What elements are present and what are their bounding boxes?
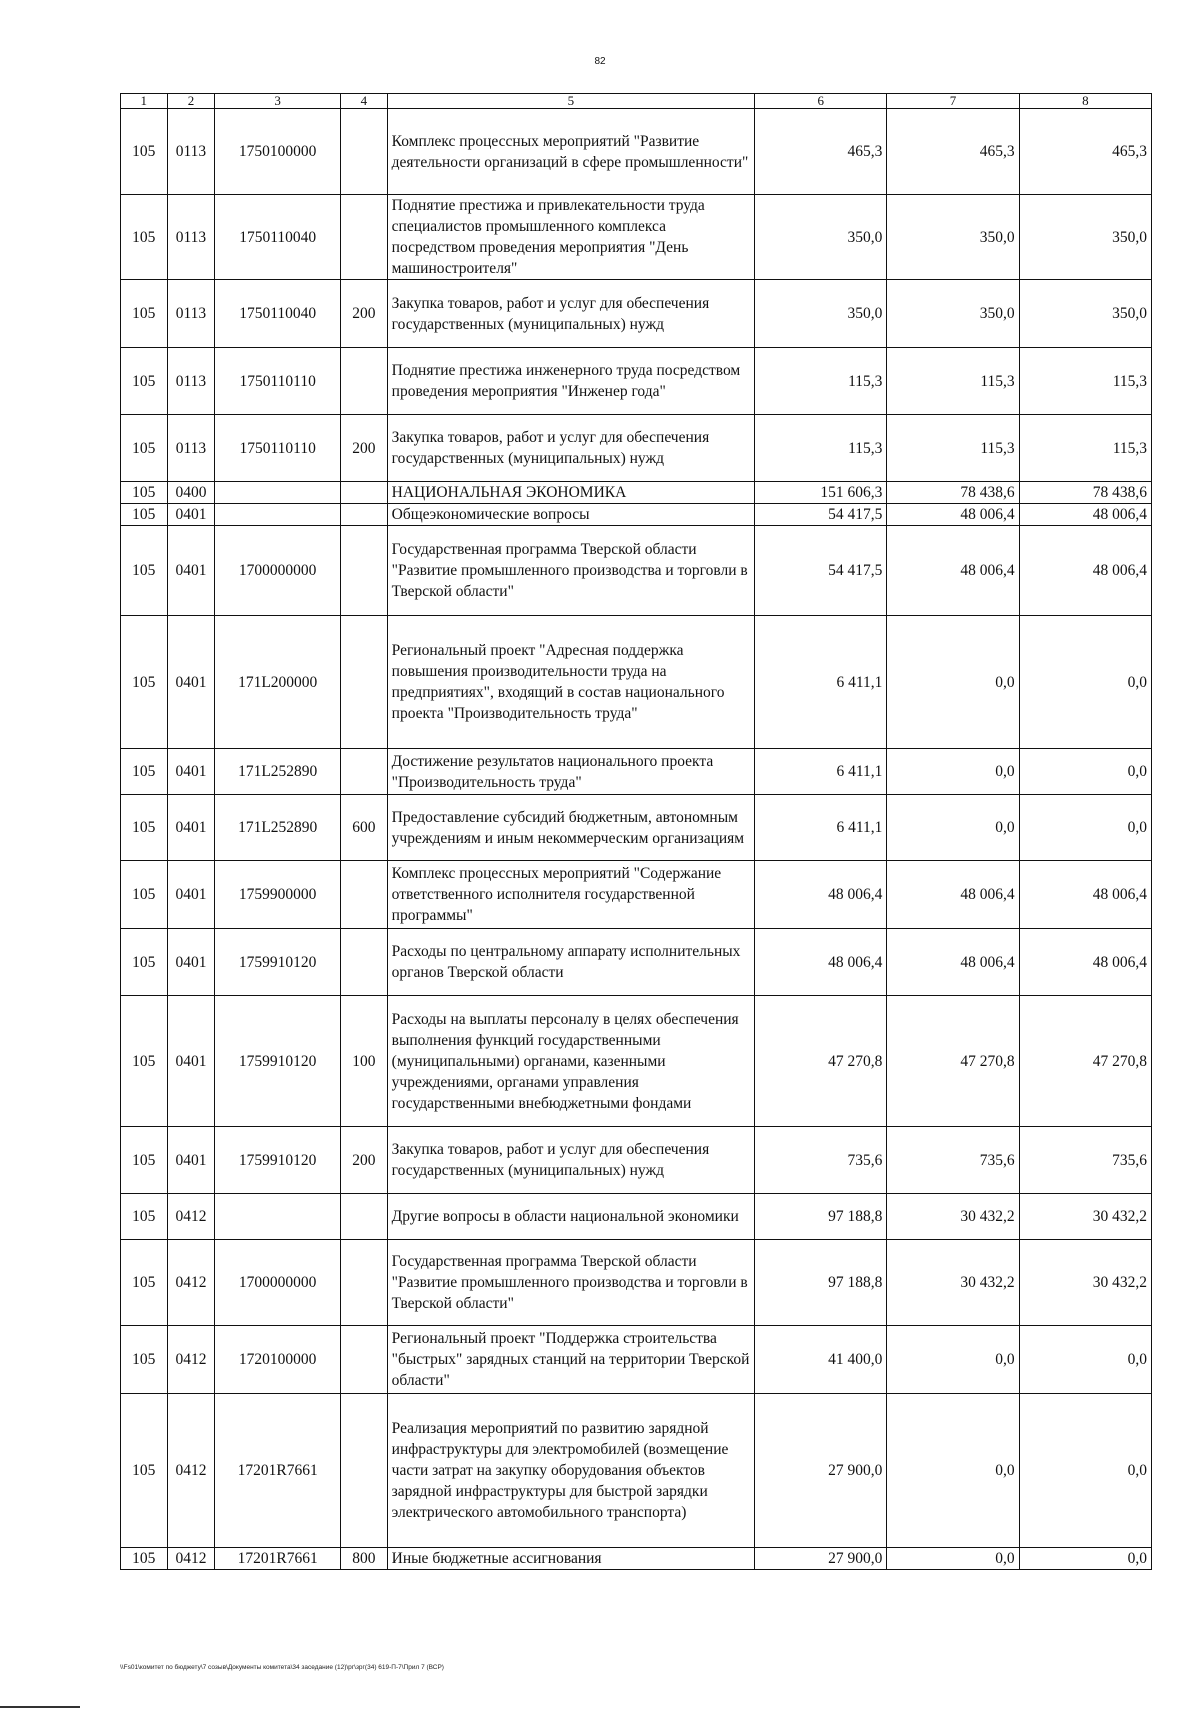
admin-code: 105 (121, 749, 168, 795)
amount-col7: 30 432,2 (887, 1194, 1019, 1240)
admin-code: 105 (121, 1127, 168, 1194)
amount-col6: 27 900,0 (755, 1394, 887, 1548)
target-article: 1700000000 (215, 526, 341, 616)
amount-col7: 48 006,4 (887, 526, 1019, 616)
target-article: 17201R7661 (215, 1394, 341, 1548)
amount-col8: 48 006,4 (1019, 929, 1151, 996)
table-row (121, 109, 1152, 195)
section-code: 0401 (167, 1127, 215, 1194)
expense-type: 800 (341, 1548, 388, 1570)
column-header-7: 7 (887, 94, 1019, 109)
item-name: Государственная программа Тверской области "Развитие промышленного производства и торговли в Тверской области" (387, 1240, 755, 1326)
section-code: 0113 (167, 348, 215, 415)
target-article: 1750110110 (215, 348, 341, 415)
target-article: 171L252890 (215, 749, 341, 795)
amount-col6: 97 188,8 (755, 1240, 887, 1326)
section-code: 0113 (167, 280, 215, 348)
amount-col6: 115,3 (755, 415, 887, 482)
amount-col7: 30 432,2 (887, 1240, 1019, 1326)
amount-col7: 47 270,8 (887, 996, 1019, 1127)
item-name: Реализация мероприятий по развитию зарядной инфраструктуры для электромобилей (возмещение части затрат на закупку оборудования объектов зарядной инфраструктуры для быстрой зарядки электрического автомобильного транспорта) (387, 1394, 755, 1548)
corner-divider (0, 1706, 80, 1708)
table-row (121, 482, 1152, 504)
amount-col7: 48 006,4 (887, 861, 1019, 929)
target-article (215, 482, 341, 504)
amount-col6: 735,6 (755, 1127, 887, 1194)
expense-type: 100 (341, 996, 388, 1127)
expense-type (341, 1240, 388, 1326)
amount-col6: 115,3 (755, 348, 887, 415)
amount-col7: 0,0 (887, 616, 1019, 749)
item-name: Закупка товаров, работ и услуг для обеспечения государственных (муниципальных) нужд (387, 280, 755, 348)
amount-col7: 0,0 (887, 1548, 1019, 1570)
target-article: 1750100000 (215, 109, 341, 195)
amount-col8: 465,3 (1019, 109, 1151, 195)
admin-code: 105 (121, 1240, 168, 1326)
table-row (121, 195, 1152, 280)
amount-col8: 0,0 (1019, 795, 1151, 861)
item-name: Достижение результатов национального проекта "Производительность труда" (387, 749, 755, 795)
column-header-4: 4 (341, 94, 388, 109)
table-row (121, 526, 1152, 616)
table-row (121, 1127, 1152, 1194)
section-code: 0400 (167, 482, 215, 504)
section-code: 0401 (167, 996, 215, 1127)
target-article: 171L252890 (215, 795, 341, 861)
amount-col7: 350,0 (887, 280, 1019, 348)
target-article: 1759910120 (215, 996, 341, 1127)
item-name: Комплекс процессных мероприятий "Содержание ответственного исполнителя государственной программы" (387, 861, 755, 929)
admin-code: 105 (121, 348, 168, 415)
admin-code: 105 (121, 195, 168, 280)
target-article: 1750110040 (215, 280, 341, 348)
item-name: Иные бюджетные ассигнования (387, 1548, 755, 1570)
table-row (121, 861, 1152, 929)
admin-code: 105 (121, 1394, 168, 1548)
target-article: 1759900000 (215, 861, 341, 929)
section-code: 0412 (167, 1194, 215, 1240)
amount-col7: 0,0 (887, 749, 1019, 795)
table-header-row (121, 94, 1152, 109)
table-row (121, 749, 1152, 795)
column-header-2: 2 (167, 94, 215, 109)
expense-type (341, 482, 388, 504)
section-code: 0401 (167, 929, 215, 996)
amount-col6: 97 188,8 (755, 1194, 887, 1240)
amount-col7: 350,0 (887, 195, 1019, 280)
amount-col8: 0,0 (1019, 1548, 1151, 1570)
amount-col6: 350,0 (755, 195, 887, 280)
target-article (215, 1194, 341, 1240)
section-code: 0401 (167, 616, 215, 749)
amount-col6: 41 400,0 (755, 1326, 887, 1394)
expense-type (341, 109, 388, 195)
column-header-5: 5 (387, 94, 755, 109)
amount-col8: 115,3 (1019, 415, 1151, 482)
section-code: 0401 (167, 861, 215, 929)
table-row (121, 1240, 1152, 1326)
target-article (215, 504, 341, 526)
section-code: 0113 (167, 109, 215, 195)
amount-col8: 0,0 (1019, 749, 1151, 795)
amount-col8: 30 432,2 (1019, 1194, 1151, 1240)
amount-col6: 54 417,5 (755, 526, 887, 616)
amount-col8: 735,6 (1019, 1127, 1151, 1194)
section-code: 0401 (167, 526, 215, 616)
target-article: 1750110040 (215, 195, 341, 280)
item-name: Закупка товаров, работ и услуг для обеспечения государственных (муниципальных) нужд (387, 1127, 755, 1194)
item-name: Региональный проект "Адресная поддержка повышения производительности труда на предприятиях", входящий в состав национального проекта "Производительность труда" (387, 616, 755, 749)
budget-table (120, 93, 1152, 1570)
footer-file-path: \\Fs01\комитет по бюджету\7 созыв\Документы комитета\34 заседание (12)\рг\зрг(34) 619-П-7\Прил 7 (ВСР) (120, 1664, 444, 1671)
amount-col7: 115,3 (887, 415, 1019, 482)
amount-col7: 48 006,4 (887, 504, 1019, 526)
amount-col6: 48 006,4 (755, 861, 887, 929)
admin-code: 105 (121, 504, 168, 526)
expense-type (341, 1326, 388, 1394)
admin-code: 105 (121, 1548, 168, 1570)
amount-col7: 0,0 (887, 795, 1019, 861)
amount-col8: 350,0 (1019, 280, 1151, 348)
admin-code: 105 (121, 526, 168, 616)
item-name: Государственная программа Тверской области "Развитие промышленного производства и торговли в Тверской области" (387, 526, 755, 616)
table-row (121, 348, 1152, 415)
expense-type (341, 749, 388, 795)
item-name: Закупка товаров, работ и услуг для обеспечения государственных (муниципальных) нужд (387, 415, 755, 482)
table-body (121, 109, 1152, 1570)
admin-code: 105 (121, 1326, 168, 1394)
amount-col7: 735,6 (887, 1127, 1019, 1194)
column-header-3: 3 (215, 94, 341, 109)
expense-type (341, 1194, 388, 1240)
amount-col8: 48 006,4 (1019, 504, 1151, 526)
amount-col6: 6 411,1 (755, 616, 887, 749)
target-article: 17201R7661 (215, 1548, 341, 1570)
page-number: 82 (594, 56, 606, 67)
section-code: 0113 (167, 415, 215, 482)
amount-col7: 0,0 (887, 1326, 1019, 1394)
amount-col7: 0,0 (887, 1394, 1019, 1548)
amount-col8: 47 270,8 (1019, 996, 1151, 1127)
amount-col8: 78 438,6 (1019, 482, 1151, 504)
amount-col6: 54 417,5 (755, 504, 887, 526)
target-article: 1700000000 (215, 1240, 341, 1326)
item-name: Расходы на выплаты персоналу в целях обеспечения выполнения функций государственными (муниципальными) органами, казенными учреждениями, органами управления государственными внебюджетными фондами (387, 996, 755, 1127)
expense-type: 200 (341, 280, 388, 348)
column-header-8: 8 (1019, 94, 1151, 109)
table-row (121, 929, 1152, 996)
amount-col6: 47 270,8 (755, 996, 887, 1127)
amount-col8: 0,0 (1019, 1326, 1151, 1394)
item-name: Другие вопросы в области национальной экономики (387, 1194, 755, 1240)
table-row (121, 415, 1152, 482)
item-name: Общеэкономические вопросы (387, 504, 755, 526)
section-code: 0412 (167, 1394, 215, 1548)
item-name: Расходы по центральному аппарату исполнительных органов Тверской области (387, 929, 755, 996)
target-article: 1759910120 (215, 929, 341, 996)
section-code: 0412 (167, 1240, 215, 1326)
amount-col8: 30 432,2 (1019, 1240, 1151, 1326)
expense-type (341, 1394, 388, 1548)
table-row (121, 504, 1152, 526)
item-name: Поднятие престижа и привлекательности труда специалистов промышленного комплекса посредством проведения мероприятия "День машиностроителя" (387, 195, 755, 280)
admin-code: 105 (121, 280, 168, 348)
amount-col7: 465,3 (887, 109, 1019, 195)
amount-col6: 27 900,0 (755, 1548, 887, 1570)
expense-type: 200 (341, 1127, 388, 1194)
table-row (121, 996, 1152, 1127)
expense-type: 600 (341, 795, 388, 861)
section-code: 0412 (167, 1548, 215, 1570)
expense-type (341, 526, 388, 616)
amount-col6: 350,0 (755, 280, 887, 348)
expense-type (341, 348, 388, 415)
admin-code: 105 (121, 861, 168, 929)
expense-type: 200 (341, 415, 388, 482)
table-row (121, 1194, 1152, 1240)
table-row (121, 280, 1152, 348)
amount-col6: 151 606,3 (755, 482, 887, 504)
amount-col6: 6 411,1 (755, 795, 887, 861)
amount-col8: 0,0 (1019, 616, 1151, 749)
amount-col8: 48 006,4 (1019, 861, 1151, 929)
section-code: 0401 (167, 795, 215, 861)
expense-type (341, 929, 388, 996)
admin-code: 105 (121, 996, 168, 1127)
amount-col6: 6 411,1 (755, 749, 887, 795)
amount-col8: 350,0 (1019, 195, 1151, 280)
table-row (121, 1548, 1152, 1570)
target-article: 1759910120 (215, 1127, 341, 1194)
admin-code: 105 (121, 795, 168, 861)
column-header-1: 1 (121, 94, 168, 109)
target-article: 1750110110 (215, 415, 341, 482)
table-row (121, 1394, 1152, 1548)
item-name: Поднятие престижа инженерного труда посредством проведения мероприятия "Инженер года" (387, 348, 755, 415)
expense-type (341, 861, 388, 929)
amount-col7: 78 438,6 (887, 482, 1019, 504)
item-name: Региональный проект "Поддержка строительства "быстрых" зарядных станций на территории Тверской области" (387, 1326, 755, 1394)
amount-col8: 115,3 (1019, 348, 1151, 415)
table-row (121, 1326, 1152, 1394)
amount-col7: 115,3 (887, 348, 1019, 415)
admin-code: 105 (121, 109, 168, 195)
amount-col8: 0,0 (1019, 1394, 1151, 1548)
item-name: Предоставление субсидий бюджетным, автономным учреждениям и иным некоммерческим организациям (387, 795, 755, 861)
admin-code: 105 (121, 616, 168, 749)
amount-col6: 48 006,4 (755, 929, 887, 996)
column-header-6: 6 (755, 94, 887, 109)
amount-col6: 465,3 (755, 109, 887, 195)
table-row (121, 795, 1152, 861)
table-row (121, 616, 1152, 749)
expense-type (341, 504, 388, 526)
target-article: 171L200000 (215, 616, 341, 749)
expense-type (341, 616, 388, 749)
admin-code: 105 (121, 929, 168, 996)
amount-col8: 48 006,4 (1019, 526, 1151, 616)
admin-code: 105 (121, 415, 168, 482)
section-code: 0401 (167, 749, 215, 795)
item-name: Комплекс процессных мероприятий "Развитие деятельности организаций в сфере промышленности" (387, 109, 755, 195)
section-code: 0113 (167, 195, 215, 280)
target-article: 1720100000 (215, 1326, 341, 1394)
item-name: НАЦИОНАЛЬНАЯ ЭКОНОМИКА (387, 482, 755, 504)
section-code: 0401 (167, 504, 215, 526)
amount-col7: 48 006,4 (887, 929, 1019, 996)
admin-code: 105 (121, 482, 168, 504)
section-code: 0412 (167, 1326, 215, 1394)
admin-code: 105 (121, 1194, 168, 1240)
expense-type (341, 195, 388, 280)
